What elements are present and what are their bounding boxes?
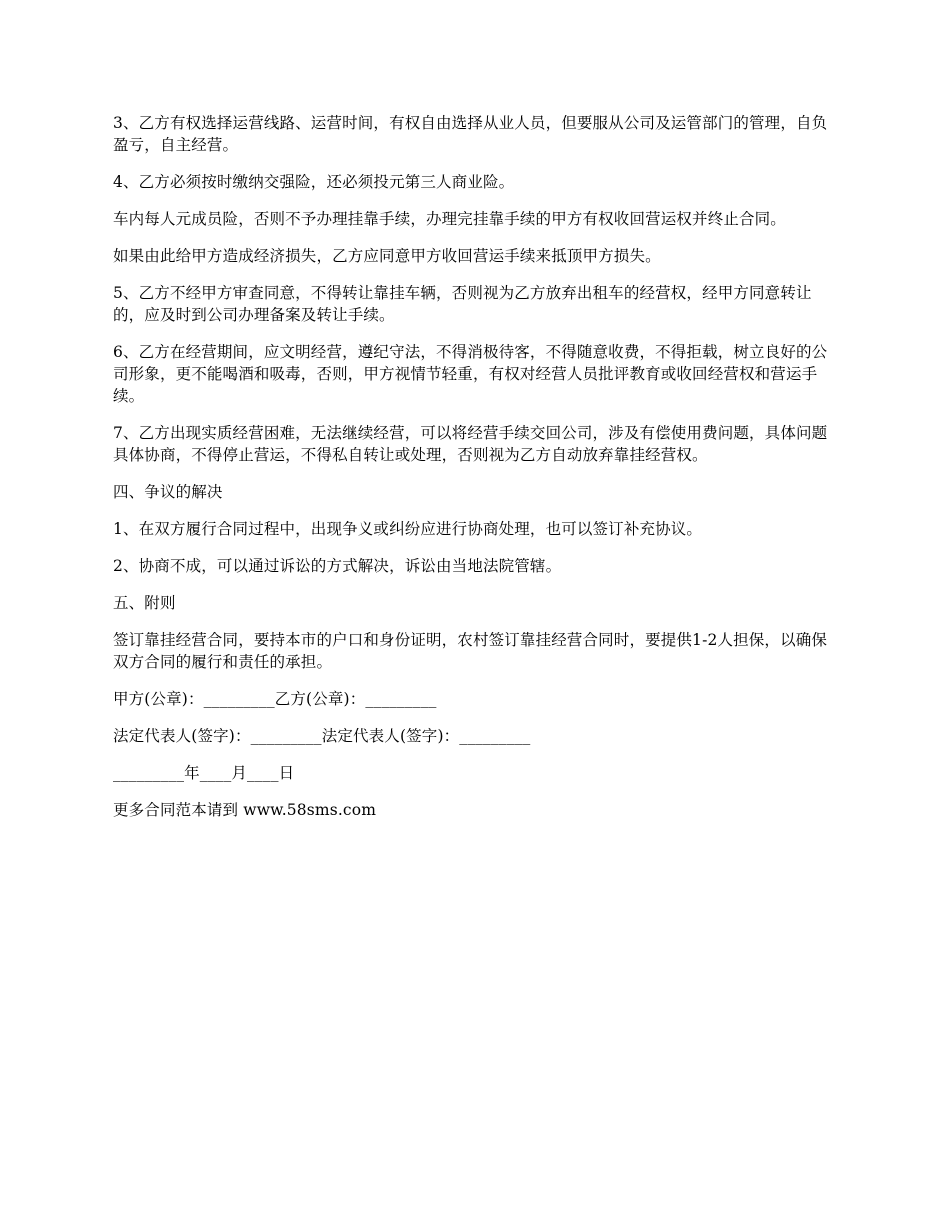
section-heading-appendix: 五、附则 [113, 594, 176, 612]
signature-seal-line: 甲方(公章)：_________乙方(公章)：_________ [113, 690, 437, 708]
date-line: _________年____月____日 [113, 764, 295, 782]
signature-representative-line: 法定代表人(签字)：_________法定代表人(签字)：_________ [113, 727, 531, 745]
document-page [113, 112, 841, 836]
clause-4-passenger-insurance: 车内每人元成员险，否则不予办理挂靠手续，办理完挂靠手续的甲方有权收回营运权并终止合同。 [113, 210, 786, 228]
footer-more-templates: 更多合同范本请到 www.58sms.com [113, 801, 377, 819]
dispute-clause-1: 1、在双方履行合同过程中，出现争义或纠纷应进行协商处理，也可以签订补充协议。 [113, 520, 703, 538]
clause-4-loss-compensation: 如果由此给甲方造成经济损失，乙方应同意甲方收回营运手续来抵顶甲方损失。 [113, 247, 661, 265]
section-heading-dispute: 四、争议的解决 [113, 483, 223, 501]
appendix-text: 签订靠挂经营合同，要持本市的户口和身份证明，农村签订靠挂经营合同时，要提供1-2人担保，以确保双方合同的履行和责任的承担。 [113, 631, 828, 671]
clause-5-transfer: 5、乙方不经甲方审查同意，不得转让靠挂车辆，否则视为乙方放弃出租车的经营权，经甲方同意转让的，应及时到公司办理备案及转让手续。 [113, 284, 812, 324]
clause-3-route-rights: 3、乙方有权选择运营线路、运营时间，有权自由选择从业人员，但要服从公司及运管部门的管理，自负盈亏，自主经营。 [113, 114, 828, 154]
clause-4-insurance: 4、乙方必须按时缴纳交强险，还必须投元第三人商业险。 [113, 173, 515, 191]
clause-7-difficulty: 7、乙方出现实质经营困难，无法继续经营，可以将经营手续交回公司，涉及有偿使用费问题，具体问题具体协商，不得停止营运，不得私自转让或处理，否则视为乙方自动放弃靠挂经营权。 [113, 424, 828, 464]
dispute-clause-2: 2、协商不成，可以通过诉讼的方式解决，诉讼由当地法院管辖。 [113, 557, 562, 575]
clause-6-conduct: 6、乙方在经营期间，应文明经营，遵纪守法，不得消极待客，不得随意收费，不得拒载，树立良好的公司形象，更不能喝酒和吸毒，否则，甲方视情节轻重，有权对经营人员批评教育或收回经营权和营运手续。 [113, 343, 828, 405]
